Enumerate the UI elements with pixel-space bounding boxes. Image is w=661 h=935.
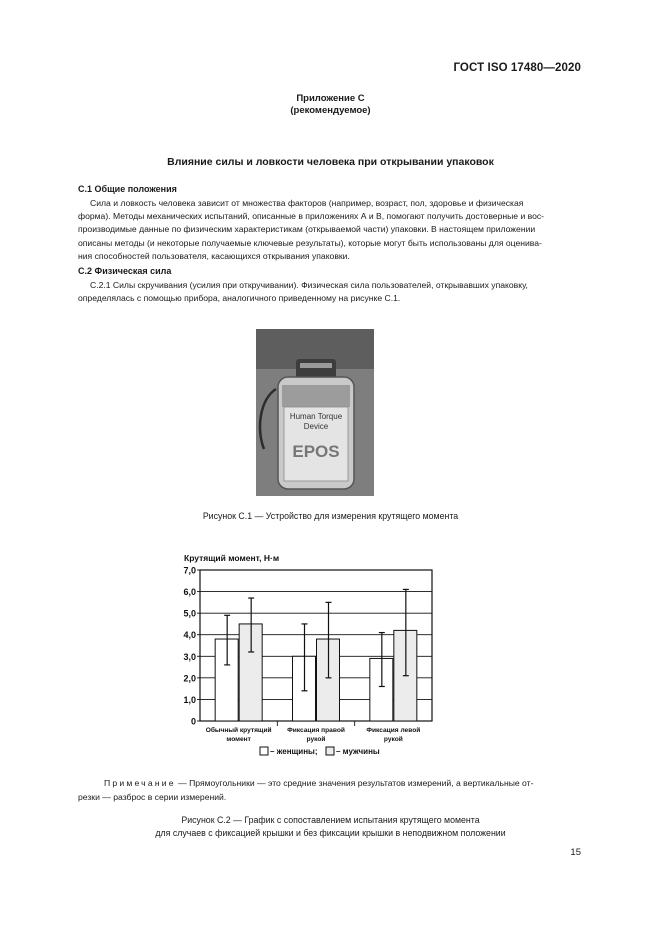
photo-label-line1: Human Torque xyxy=(289,412,343,421)
appendix-title: Приложение С xyxy=(296,93,365,104)
paragraph-line: форма). Методы механических испытаний, описанные в приложениях А и В, помогают получить достоверные и вос- xyxy=(78,211,545,222)
x-category-label-line: Обычный крутящий xyxy=(205,727,272,734)
legend-label: – женщины; xyxy=(270,747,318,756)
page-number: 15 xyxy=(570,847,581,858)
y-tick-label: 6,0 xyxy=(183,587,196,598)
section-2-heading: С.2 Физическая сила xyxy=(78,266,172,276)
paragraph-line: С.2.1 Силы скручивания (усилия при откручивании). Физическая сила пользователей, открывавших упаковку, xyxy=(90,280,528,290)
appendix-heading xyxy=(0,93,661,117)
x-category-label-line: рукой xyxy=(383,736,403,743)
paragraph-line: Сила и ловкость человека зависит от множества факторов (например, возраст, пол, здоровье и физическая xyxy=(90,198,524,208)
figure-1-caption: Рисунок С.1 — Устройство для измерения крутящего момента xyxy=(202,511,459,521)
x-category-label-line: Фиксация правой xyxy=(287,727,345,734)
note-text-line1: — Прямоугольники — это средние значения результатов измерений, а вертикальные от- xyxy=(175,778,534,788)
section-1-heading: С.1 Общие положения xyxy=(78,184,177,194)
paragraph-line: описаны методы (и некоторые получаемые ключевые результаты), которые могут быть использованы для оценива- xyxy=(78,237,542,248)
x-category-label xyxy=(287,726,345,743)
y-tick-label: 3,0 xyxy=(183,651,196,662)
y-tick-label: 0 xyxy=(190,716,196,727)
epos-logo: EPOS xyxy=(292,442,340,461)
legend-label: – мужчины xyxy=(336,747,380,756)
torque-bar-chart xyxy=(170,548,470,766)
torque-device-illustration xyxy=(256,329,374,496)
y-tick-label: 5,0 xyxy=(183,608,196,619)
note-label: Примечание xyxy=(104,778,176,788)
paragraph-line: производимые данные по физическим характеристикам (открываемой части) упаковки. В настоящем приложении xyxy=(78,224,536,235)
y-tick-label: 7,0 xyxy=(183,565,196,576)
x-category-label-line: Фиксация левой xyxy=(366,727,421,734)
torque-device-photo xyxy=(256,329,374,496)
section-2-paragraph xyxy=(78,279,582,305)
legend-swatch xyxy=(326,747,334,755)
note-text-line2: резки — разброс в серии измерений. xyxy=(78,792,227,802)
y-axis-label: Крутящий момент, Н·м xyxy=(184,553,280,563)
figure-2-caption-line2: для случаев с фиксацией крышки и без фиксации крышки в неподвижном положении xyxy=(155,828,506,838)
photo-label-line2: Device xyxy=(303,422,329,431)
x-category-label xyxy=(366,726,420,743)
legend-swatch xyxy=(260,747,268,755)
standard-number: ГОСТ ISO 17480—2020 xyxy=(453,62,581,74)
figure-note xyxy=(78,776,582,804)
appendix-subtitle: (рекомендуемое) xyxy=(290,105,371,116)
y-tick-label: 4,0 xyxy=(183,630,196,641)
paragraph-line: ния способностей пользователя, касающихся открывания упаковки. xyxy=(78,250,350,261)
figure-2-caption xyxy=(0,814,661,840)
paragraph-line: определялась с помощью прибора, аналогичного приведенному на рисунке С.1. xyxy=(78,293,401,304)
section-1-paragraph xyxy=(78,197,582,263)
x-category-label-line: рукой xyxy=(306,736,326,743)
y-tick-label: 1,0 xyxy=(183,694,196,705)
y-tick-label: 2,0 xyxy=(183,673,196,684)
figure-2-caption-line1: Рисунок С.2 — График с сопоставлением испытания крутящего момента xyxy=(181,815,480,825)
document-title: Влияние силы и ловкости человека при открывании упаковок xyxy=(167,156,494,168)
x-category-label xyxy=(206,726,272,743)
x-category-label-line: момент xyxy=(226,736,251,743)
